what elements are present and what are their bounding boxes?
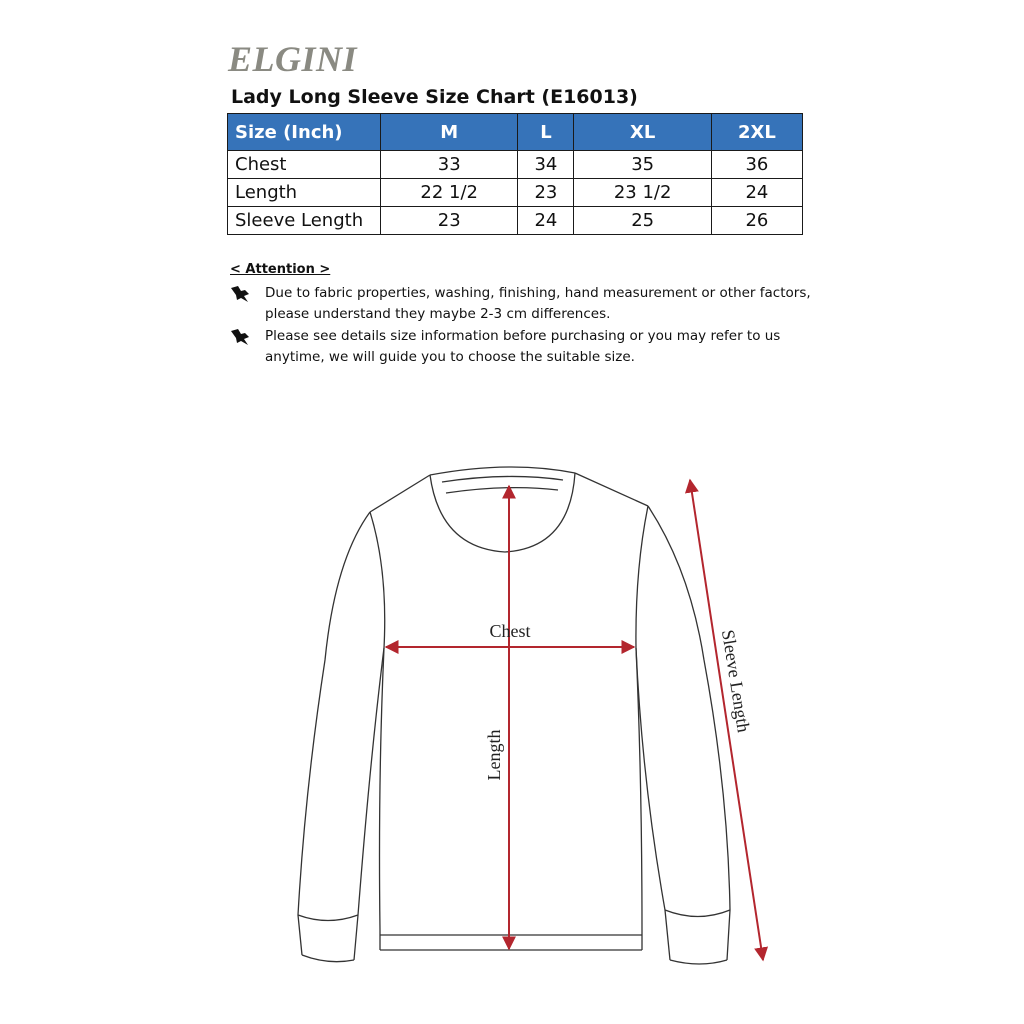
table-row [228, 179, 803, 207]
table-row [228, 151, 803, 179]
note-text: Please see details size information before purchasing or you may refer to us anytime, we will guide you to choose the suitable size. [265, 328, 781, 365]
pushpin-icon [230, 285, 250, 303]
chest-label: Chest [489, 621, 531, 641]
length-label: Length [484, 729, 504, 781]
table-cell: 25 [574, 207, 711, 235]
table-cell: 23 1/2 [574, 179, 711, 207]
table-cell: 22 1/2 [381, 179, 518, 207]
table-cell: 26 [711, 207, 802, 235]
header-cell-m: M [381, 114, 518, 151]
table-cell: 33 [381, 151, 518, 179]
table-cell: 23 [518, 179, 574, 207]
note-text: Due to fabric properties, washing, finishing, hand measurement or other factors, please understand they maybe 2-3 cm differences. [265, 285, 811, 322]
table-cell: 23 [381, 207, 518, 235]
table-row [228, 207, 803, 235]
header-cell-size: Size (Inch) [228, 114, 381, 151]
row-label: Chest [228, 151, 381, 179]
attention-note [230, 283, 820, 325]
shirt-diagram [280, 460, 800, 980]
sleeve-length-label: Sleeve Length [717, 628, 754, 734]
row-label: Length [228, 179, 381, 207]
row-label: Sleeve Length [228, 207, 381, 235]
brand-logo: ELGINI [228, 39, 358, 79]
header-cell-l: L [518, 114, 574, 151]
table-cell: 24 [711, 179, 802, 207]
header-cell-xl: XL [574, 114, 711, 151]
table-cell: 24 [518, 207, 574, 235]
shirt-outline [298, 467, 730, 964]
attention-note [230, 326, 820, 368]
table-cell: 34 [518, 151, 574, 179]
header-cell-2xl: 2XL [711, 114, 802, 151]
table-cell: 35 [574, 151, 711, 179]
pushpin-icon [230, 328, 250, 346]
table-header-row [228, 114, 803, 151]
size-table [227, 113, 803, 235]
table-cell: 36 [711, 151, 802, 179]
chart-title: Lady Long Sleeve Size Chart (E16013) [231, 86, 638, 108]
attention-heading: < Attention > [230, 262, 331, 277]
